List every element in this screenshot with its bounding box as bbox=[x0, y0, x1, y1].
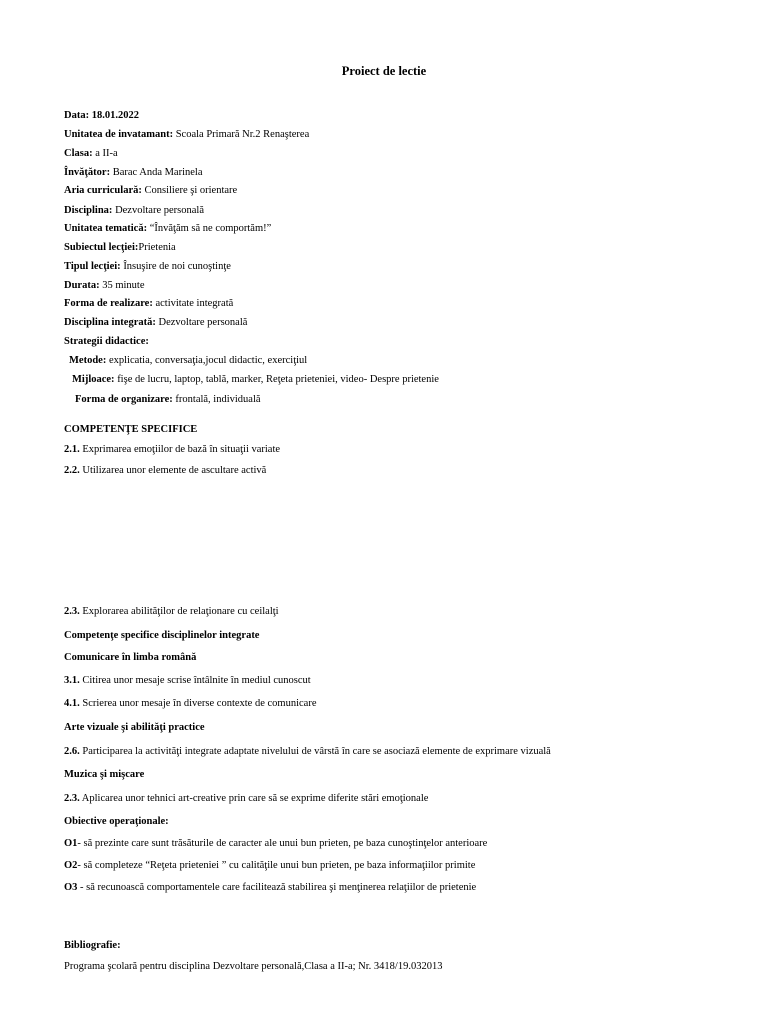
strategy-label: Forma de organizare: bbox=[75, 394, 173, 405]
field-value: “Învăţăm să ne comportăm!” bbox=[147, 223, 272, 234]
strategy-means bbox=[72, 374, 439, 385]
competence-text: Scrierea unor mesaje în diverse contexte de comunicare bbox=[79, 698, 317, 709]
field-value: Dezvoltare personală bbox=[155, 317, 248, 328]
strategy-methods bbox=[69, 355, 307, 366]
field-label: Aria curriculară: bbox=[64, 185, 142, 196]
strategy-value: fişe de lucru, laptop, tablă, marker, Reţeta prieteniei, video- Despre prietenie bbox=[114, 374, 439, 385]
integrated-competences-heading: Competenţe specifice disciplinelor integrate bbox=[64, 630, 260, 641]
muzica-heading: Muzica şi mişcare bbox=[64, 769, 145, 780]
competence-number: 3.1. bbox=[64, 675, 80, 686]
field-thematic-unit bbox=[64, 223, 271, 234]
field-label: Învăţător: bbox=[64, 167, 111, 178]
strategy-organization bbox=[75, 394, 261, 405]
field-value: Scoala Primară Nr.2 Renaşterea bbox=[173, 129, 310, 140]
field-label: Tipul lecţiei: bbox=[64, 261, 121, 272]
field-form bbox=[64, 298, 233, 309]
objective-number: O2 bbox=[64, 860, 78, 871]
competence-item bbox=[64, 444, 280, 455]
field-value: Însuşire de noi cunoştinţe bbox=[120, 261, 231, 272]
field-value: activitate integrată bbox=[152, 298, 234, 309]
objective-item bbox=[64, 860, 475, 871]
field-label: Disciplina integrată: bbox=[64, 317, 156, 328]
field-lesson-subject bbox=[64, 242, 176, 253]
competence-number: 2.1. bbox=[64, 444, 80, 455]
bibliography-text: Programa şcolară pentru disciplina Dezvoltare personală,Clasa a II-a; Nr. 3418/19.032013 bbox=[64, 961, 443, 972]
competence-text: Citirea unor mesaje scrise întâlnite în mediul cunoscut bbox=[79, 675, 311, 686]
competence-number: 2.3. bbox=[64, 793, 80, 804]
competence-item bbox=[64, 606, 279, 617]
competence-item bbox=[64, 465, 266, 476]
field-curricular-area bbox=[64, 185, 237, 196]
competence-number: 2.6. bbox=[64, 746, 80, 757]
competences-heading: COMPETENŢE SPECIFICE bbox=[64, 424, 198, 435]
field-value: 35 minute bbox=[99, 280, 145, 291]
field-label: Strategii didactice: bbox=[64, 336, 149, 347]
competence-text: Participarea la activităţi integrate adaptate nivelului de vârstă în care se asociază elemente de exprimare vizuală bbox=[79, 746, 551, 757]
objective-text: - să recunoască comportamentele care facilitează stabilirea şi menţinerea relaţiilor de prietenie bbox=[77, 882, 477, 893]
objective-number: O1 bbox=[64, 838, 78, 849]
competence-number: 2.3. bbox=[64, 606, 80, 617]
competence-text: Utilizarea unor elemente de ascultare activă bbox=[79, 465, 267, 476]
arte-item bbox=[64, 746, 551, 757]
field-lesson-type bbox=[64, 261, 231, 272]
field-label: Unitatea de invatamant: bbox=[64, 129, 174, 140]
strategy-value: frontală, individuală bbox=[172, 394, 261, 405]
field-label: Disciplina: bbox=[64, 205, 113, 216]
field-label: Forma de realizare: bbox=[64, 298, 153, 309]
field-discipline bbox=[64, 205, 204, 216]
objective-text: - să prezinte care sunt trăsăturile de caracter ale unui bun prieten, pe baza cunoştinţelor anterioare bbox=[77, 838, 488, 849]
field-value: Consiliere şi orientare bbox=[141, 185, 238, 196]
objective-text: - să completeze “Reţeta prieteniei ” cu calităţile unui bun prieten, pe baza informaţiilor primite bbox=[77, 860, 476, 871]
strategy-label: Metode: bbox=[69, 355, 107, 366]
bibliography-heading: Bibliografie: bbox=[64, 940, 121, 951]
document-title: Proiect de lectie bbox=[341, 64, 427, 78]
objective-item bbox=[64, 838, 487, 849]
romana-heading: Comunicare în limba română bbox=[64, 652, 197, 663]
muzica-item bbox=[64, 793, 428, 804]
field-teacher bbox=[64, 167, 203, 178]
field-value: Prietenia bbox=[138, 242, 176, 253]
field-label: Unitatea tematică: bbox=[64, 223, 148, 234]
competence-number: 4.1. bbox=[64, 698, 80, 709]
competence-number: 2.2. bbox=[64, 465, 80, 476]
field-label: Durata: bbox=[64, 280, 100, 291]
romana-item bbox=[64, 675, 311, 686]
field-label: Subiectul lecţiei: bbox=[64, 242, 139, 253]
field-label: Data: 18.01.2022 bbox=[64, 110, 139, 121]
objective-item bbox=[64, 882, 476, 893]
arte-heading: Arte vizuale şi abilităţi practice bbox=[64, 722, 205, 733]
field-class bbox=[64, 148, 118, 159]
field-strategies bbox=[64, 336, 149, 347]
romana-item bbox=[64, 698, 316, 709]
field-duration bbox=[64, 280, 145, 291]
field-value: Dezvoltare personală bbox=[112, 205, 204, 216]
competence-text: Aplicarea unor tehnici art-creative prin care să se exprime diferite stări emoţionale bbox=[79, 793, 429, 804]
strategy-label: Mijloace: bbox=[72, 374, 115, 385]
objective-number: O3 bbox=[64, 882, 78, 893]
field-school bbox=[64, 129, 309, 140]
field-integrated-discipline bbox=[64, 317, 247, 328]
objectives-heading: Obiective operaţionale: bbox=[64, 816, 169, 827]
competence-text: Exprimarea emoţiilor de bază în situaţii variate bbox=[79, 444, 281, 455]
strategy-value: explicatia, conversaţia,jocul didactic, exerciţiul bbox=[106, 355, 308, 366]
field-date bbox=[64, 110, 139, 121]
field-value: Barac Anda Marinela bbox=[110, 167, 203, 178]
competence-text: Explorarea abilităţilor de relaţionare cu ceilalţi bbox=[79, 606, 279, 617]
field-label: Clasa: bbox=[64, 148, 93, 159]
field-value: a II-a bbox=[92, 148, 118, 159]
